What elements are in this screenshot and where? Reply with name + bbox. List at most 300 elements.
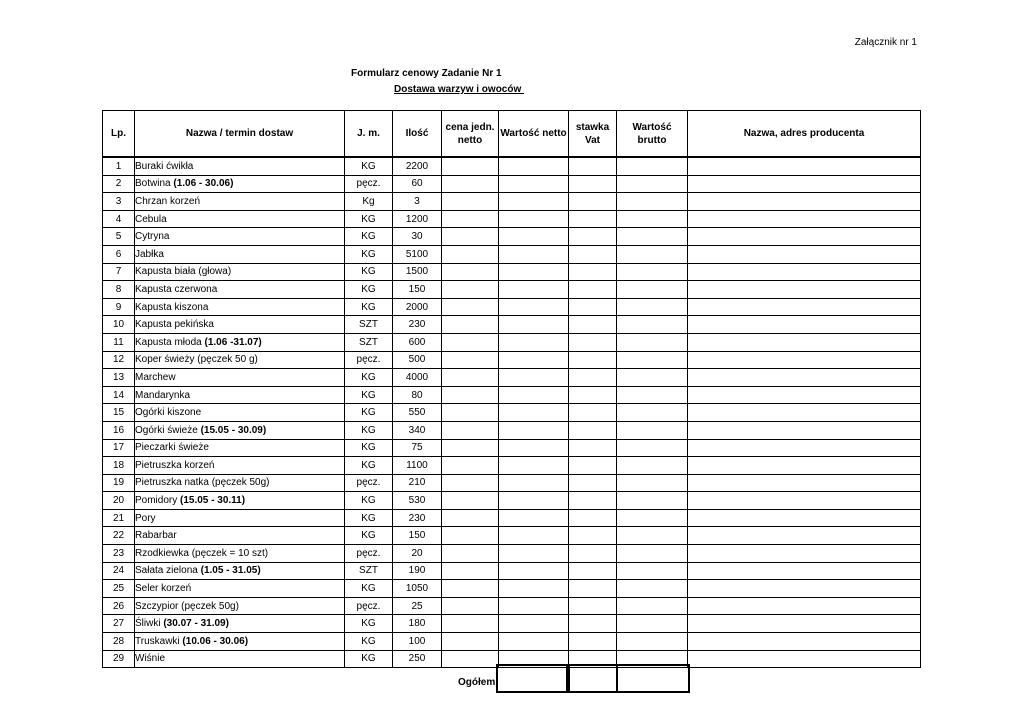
row-vat-cell[interactable] bbox=[569, 562, 617, 580]
row-name-text: Pomidory bbox=[135, 495, 181, 507]
row-gross-cell[interactable] bbox=[617, 545, 688, 563]
row-vat-cell[interactable] bbox=[569, 404, 617, 422]
row-net-value-cell[interactable] bbox=[499, 281, 569, 299]
row-vat-cell[interactable] bbox=[569, 263, 617, 281]
row-lp: 5 bbox=[103, 228, 135, 246]
row-vat-cell[interactable] bbox=[569, 298, 617, 316]
row-unit-price-cell[interactable] bbox=[442, 597, 499, 615]
row-gross-cell[interactable] bbox=[617, 633, 688, 651]
row-unit-price-cell[interactable] bbox=[442, 386, 499, 404]
table-row bbox=[103, 545, 921, 563]
row-net-value-cell[interactable] bbox=[499, 421, 569, 439]
row-delivery-term: (30.07 - 31.09) bbox=[163, 618, 229, 630]
row-producer-cell[interactable] bbox=[688, 439, 921, 457]
row-lp: 20 bbox=[103, 492, 135, 510]
row-lp: 29 bbox=[103, 650, 135, 668]
row-net-value-cell[interactable] bbox=[499, 615, 569, 633]
row-net-value-cell[interactable] bbox=[499, 263, 569, 281]
row-qty: 340 bbox=[393, 421, 442, 439]
row-unit: KG bbox=[345, 210, 393, 228]
row-net-value-cell[interactable] bbox=[499, 633, 569, 651]
row-name bbox=[135, 597, 345, 615]
row-unit-price-cell[interactable] bbox=[442, 245, 499, 263]
row-qty: 1100 bbox=[393, 457, 442, 475]
row-unit-price-cell[interactable] bbox=[442, 527, 499, 545]
row-name bbox=[135, 580, 345, 598]
row-lp: 12 bbox=[103, 351, 135, 369]
row-name-text: Pietruszka korzeń bbox=[135, 459, 215, 471]
row-lp: 22 bbox=[103, 527, 135, 545]
table-row bbox=[103, 157, 921, 175]
row-gross-cell[interactable] bbox=[617, 421, 688, 439]
row-vat-cell[interactable] bbox=[569, 245, 617, 263]
row-net-value-cell[interactable] bbox=[499, 474, 569, 492]
row-qty: 600 bbox=[393, 333, 442, 351]
row-lp: 9 bbox=[103, 298, 135, 316]
row-net-value-cell[interactable] bbox=[499, 404, 569, 422]
row-gross-cell[interactable] bbox=[617, 369, 688, 387]
row-name bbox=[135, 386, 345, 404]
row-unit: KG bbox=[345, 457, 393, 475]
row-name bbox=[135, 474, 345, 492]
row-unit-price-cell[interactable] bbox=[442, 351, 499, 369]
row-unit: KG bbox=[345, 404, 393, 422]
form-subtitle: Dostawa warzyw i owoców bbox=[394, 84, 525, 95]
row-vat-cell[interactable] bbox=[569, 474, 617, 492]
row-vat-cell[interactable] bbox=[569, 333, 617, 351]
row-producer-cell[interactable] bbox=[688, 421, 921, 439]
row-qty: 210 bbox=[393, 474, 442, 492]
row-name bbox=[135, 193, 345, 211]
row-lp: 28 bbox=[103, 633, 135, 651]
row-unit-price-cell[interactable] bbox=[442, 439, 499, 457]
row-name-text: Kapusta młoda bbox=[135, 336, 205, 348]
row-name-text: Szczypior (pęczek 50g) bbox=[135, 600, 239, 612]
row-unit-price-cell[interactable] bbox=[442, 580, 499, 598]
table-row bbox=[103, 228, 921, 246]
row-name bbox=[135, 439, 345, 457]
row-unit: KG bbox=[345, 492, 393, 510]
row-unit: Kg bbox=[345, 193, 393, 211]
row-unit-price-cell[interactable] bbox=[442, 509, 499, 527]
row-unit-price-cell[interactable] bbox=[442, 404, 499, 422]
row-net-value-cell[interactable] bbox=[499, 228, 569, 246]
row-name-text: Rzodkiewka (pęczek = 10 szt) bbox=[135, 547, 269, 559]
row-name-text: Pieczarki świeże bbox=[135, 442, 209, 454]
row-qty: 230 bbox=[393, 509, 442, 527]
row-gross-cell[interactable] bbox=[617, 210, 688, 228]
table-row bbox=[103, 492, 921, 510]
row-qty: 1050 bbox=[393, 580, 442, 598]
row-name-text: Ogórki kiszone bbox=[135, 407, 202, 419]
row-lp: 25 bbox=[103, 580, 135, 598]
row-unit: KG bbox=[345, 228, 393, 246]
row-name-text: Sałata zielona bbox=[135, 565, 201, 577]
row-net-value-cell[interactable] bbox=[499, 210, 569, 228]
row-gross-cell[interactable] bbox=[617, 492, 688, 510]
row-producer-cell[interactable] bbox=[688, 298, 921, 316]
row-unit-price-cell[interactable] bbox=[442, 633, 499, 651]
row-gross-cell[interactable] bbox=[617, 615, 688, 633]
col-header-vat bbox=[569, 111, 617, 158]
row-lp: 17 bbox=[103, 439, 135, 457]
row-name bbox=[135, 545, 345, 563]
table-row bbox=[103, 245, 921, 263]
row-lp: 26 bbox=[103, 597, 135, 615]
row-producer-cell[interactable] bbox=[688, 527, 921, 545]
row-lp: 11 bbox=[103, 333, 135, 351]
row-unit-price-cell[interactable] bbox=[442, 615, 499, 633]
row-unit-price-cell[interactable] bbox=[442, 474, 499, 492]
row-gross-cell[interactable] bbox=[617, 175, 688, 193]
row-qty: 2200 bbox=[393, 157, 442, 175]
row-lp: 2 bbox=[103, 175, 135, 193]
row-net-value-cell[interactable] bbox=[499, 175, 569, 193]
row-gross-cell[interactable] bbox=[617, 316, 688, 334]
table-header-row bbox=[103, 111, 921, 158]
row-vat-cell[interactable] bbox=[569, 439, 617, 457]
row-producer-cell[interactable] bbox=[688, 633, 921, 651]
row-gross-cell[interactable] bbox=[617, 474, 688, 492]
row-net-value-cell[interactable] bbox=[499, 527, 569, 545]
total-vat-cell[interactable] bbox=[566, 664, 618, 693]
table-row bbox=[103, 509, 921, 527]
table-row bbox=[103, 421, 921, 439]
row-unit-price-cell[interactable] bbox=[442, 210, 499, 228]
row-unit: KG bbox=[345, 509, 393, 527]
row-gross-cell[interactable] bbox=[617, 580, 688, 598]
col-header-lp: Lp. bbox=[103, 111, 135, 158]
table-row bbox=[103, 263, 921, 281]
row-vat-cell[interactable] bbox=[569, 228, 617, 246]
row-qty: 180 bbox=[393, 615, 442, 633]
row-unit: KG bbox=[345, 298, 393, 316]
row-lp: 7 bbox=[103, 263, 135, 281]
row-vat-cell[interactable] bbox=[569, 316, 617, 334]
row-gross-cell[interactable] bbox=[617, 333, 688, 351]
row-producer-cell[interactable] bbox=[688, 245, 921, 263]
row-producer-cell[interactable] bbox=[688, 509, 921, 527]
row-producer-cell[interactable] bbox=[688, 562, 921, 580]
row-lp: 10 bbox=[103, 316, 135, 334]
row-unit: KG bbox=[345, 157, 393, 175]
price-table bbox=[102, 110, 921, 668]
row-gross-cell[interactable] bbox=[617, 193, 688, 211]
row-name bbox=[135, 633, 345, 651]
row-unit-price-cell[interactable] bbox=[442, 193, 499, 211]
row-unit-price-cell[interactable] bbox=[442, 369, 499, 387]
row-vat-cell[interactable] bbox=[569, 633, 617, 651]
row-name bbox=[135, 175, 345, 193]
row-vat-cell[interactable] bbox=[569, 580, 617, 598]
row-unit: KG bbox=[345, 633, 393, 651]
row-producer-cell[interactable] bbox=[688, 615, 921, 633]
row-producer-cell[interactable] bbox=[688, 386, 921, 404]
row-unit-price-cell[interactable] bbox=[442, 333, 499, 351]
row-unit-price-cell[interactable] bbox=[442, 281, 499, 299]
row-name bbox=[135, 421, 345, 439]
row-qty: 530 bbox=[393, 492, 442, 510]
row-net-value-cell[interactable] bbox=[499, 193, 569, 211]
row-unit: pęcz. bbox=[345, 545, 393, 563]
row-net-value-cell[interactable] bbox=[499, 369, 569, 387]
row-qty: 3 bbox=[393, 193, 442, 211]
row-producer-cell[interactable] bbox=[688, 157, 921, 175]
row-vat-cell[interactable] bbox=[569, 421, 617, 439]
col-header-producer: Nazwa, adres producenta bbox=[688, 111, 921, 158]
row-delivery-term: (15.05 - 30.09) bbox=[200, 424, 267, 436]
row-unit-price-cell[interactable] bbox=[442, 562, 499, 580]
row-lp: 18 bbox=[103, 457, 135, 475]
row-name bbox=[135, 562, 345, 580]
row-unit-price-cell[interactable] bbox=[442, 492, 499, 510]
row-producer-cell[interactable] bbox=[688, 580, 921, 598]
row-net-value-cell[interactable] bbox=[499, 562, 569, 580]
row-net-value-cell[interactable] bbox=[499, 333, 569, 351]
col-header-net-value: Wartość netto bbox=[499, 111, 569, 158]
row-producer-cell[interactable] bbox=[688, 193, 921, 211]
row-lp: 24 bbox=[103, 562, 135, 580]
row-unit: KG bbox=[345, 386, 393, 404]
row-unit-price-cell[interactable] bbox=[442, 228, 499, 246]
row-unit-price-cell[interactable] bbox=[442, 157, 499, 175]
table-row bbox=[103, 457, 921, 475]
table-row bbox=[103, 562, 921, 580]
row-qty: 1500 bbox=[393, 263, 442, 281]
row-net-value-cell[interactable] bbox=[499, 509, 569, 527]
row-gross-cell[interactable] bbox=[617, 562, 688, 580]
table-row bbox=[103, 316, 921, 334]
row-name bbox=[135, 333, 345, 351]
row-producer-cell[interactable] bbox=[688, 545, 921, 563]
row-unit-price-cell[interactable] bbox=[442, 457, 499, 475]
row-name-text: Kapusta czerwona bbox=[135, 283, 218, 295]
row-name-text: Śliwki bbox=[135, 618, 164, 630]
table-row bbox=[103, 351, 921, 369]
row-qty: 80 bbox=[393, 386, 442, 404]
row-unit: SZT bbox=[345, 333, 393, 351]
table-row bbox=[103, 386, 921, 404]
row-name bbox=[135, 527, 345, 545]
row-vat-cell[interactable] bbox=[569, 615, 617, 633]
row-name bbox=[135, 492, 345, 510]
row-lp: 19 bbox=[103, 474, 135, 492]
row-unit-price-cell[interactable] bbox=[442, 298, 499, 316]
row-name-text: Rabarbar bbox=[135, 530, 177, 542]
row-name-text: Truskawki bbox=[135, 635, 183, 647]
row-producer-cell[interactable] bbox=[688, 597, 921, 615]
table-row bbox=[103, 439, 921, 457]
row-producer-cell[interactable] bbox=[688, 369, 921, 387]
row-unit: KG bbox=[345, 421, 393, 439]
row-name-text: Jabłka bbox=[135, 248, 164, 260]
col-header-unit: J. m. bbox=[345, 111, 393, 158]
row-producer-cell[interactable] bbox=[688, 281, 921, 299]
row-vat-cell[interactable] bbox=[569, 351, 617, 369]
row-unit: KG bbox=[345, 281, 393, 299]
row-net-value-cell[interactable] bbox=[499, 298, 569, 316]
row-unit: pęcz. bbox=[345, 351, 393, 369]
row-gross-cell[interactable] bbox=[617, 157, 688, 175]
row-gross-cell[interactable] bbox=[617, 351, 688, 369]
row-name-text: Kapusta pekińska bbox=[135, 319, 214, 331]
row-gross-cell[interactable] bbox=[617, 263, 688, 281]
row-lp: 8 bbox=[103, 281, 135, 299]
row-qty: 60 bbox=[393, 175, 442, 193]
row-qty: 230 bbox=[393, 316, 442, 334]
row-unit: SZT bbox=[345, 562, 393, 580]
row-name-text: Cebula bbox=[135, 213, 167, 225]
row-name-text: Koper świeży (pęczek 50 g) bbox=[135, 354, 258, 366]
row-vat-cell[interactable] bbox=[569, 509, 617, 527]
row-qty: 2000 bbox=[393, 298, 442, 316]
row-name bbox=[135, 316, 345, 334]
row-gross-cell[interactable] bbox=[617, 527, 688, 545]
row-vat-cell[interactable] bbox=[569, 369, 617, 387]
row-unit: pęcz. bbox=[345, 597, 393, 615]
row-name bbox=[135, 210, 345, 228]
row-gross-cell[interactable] bbox=[617, 457, 688, 475]
row-unit-price-cell[interactable] bbox=[442, 263, 499, 281]
row-net-value-cell[interactable] bbox=[499, 580, 569, 598]
row-vat-cell[interactable] bbox=[569, 386, 617, 404]
col-header-gross bbox=[617, 111, 688, 158]
row-net-value-cell[interactable] bbox=[499, 439, 569, 457]
gross-line1: Wartość bbox=[632, 121, 672, 133]
row-vat-cell[interactable] bbox=[569, 545, 617, 563]
row-producer-cell[interactable] bbox=[688, 175, 921, 193]
row-producer-cell[interactable] bbox=[688, 316, 921, 334]
total-net-value-cell[interactable] bbox=[496, 664, 570, 693]
row-unit-price-cell[interactable] bbox=[442, 175, 499, 193]
row-name bbox=[135, 298, 345, 316]
row-delivery-term: (10.06 - 30.06) bbox=[182, 635, 249, 647]
row-gross-cell[interactable] bbox=[617, 281, 688, 299]
row-name-text: Buraki ćwikła bbox=[135, 160, 194, 172]
row-delivery-term: (1.05 - 31.05) bbox=[200, 565, 261, 577]
row-name bbox=[135, 263, 345, 281]
annex-label: Załącznik nr 1 bbox=[854, 37, 917, 48]
row-qty: 150 bbox=[393, 281, 442, 299]
row-qty: 150 bbox=[393, 527, 442, 545]
row-gross-cell[interactable] bbox=[617, 245, 688, 263]
row-delivery-term: (15.05 - 30.11) bbox=[180, 495, 246, 507]
row-vat-cell[interactable] bbox=[569, 175, 617, 193]
row-unit-price-cell[interactable] bbox=[442, 545, 499, 563]
row-unit: KG bbox=[345, 369, 393, 387]
row-net-value-cell[interactable] bbox=[499, 457, 569, 475]
row-name-text: Kapusta kiszona bbox=[135, 301, 209, 313]
row-name-text: Pory bbox=[135, 512, 156, 524]
row-gross-cell[interactable] bbox=[617, 228, 688, 246]
row-lp: 4 bbox=[103, 210, 135, 228]
total-gross-cell[interactable] bbox=[616, 664, 690, 693]
row-name-text: Pietruszka natka (pęczek 50g) bbox=[135, 477, 270, 489]
row-net-value-cell[interactable] bbox=[499, 597, 569, 615]
row-net-value-cell[interactable] bbox=[499, 316, 569, 334]
row-gross-cell[interactable] bbox=[617, 298, 688, 316]
row-producer-cell[interactable] bbox=[688, 210, 921, 228]
row-net-value-cell[interactable] bbox=[499, 245, 569, 263]
row-name bbox=[135, 369, 345, 387]
row-lp: 6 bbox=[103, 245, 135, 263]
row-producer-cell[interactable] bbox=[688, 333, 921, 351]
row-gross-cell[interactable] bbox=[617, 509, 688, 527]
row-delivery-term: (1.06 - 30.06) bbox=[173, 178, 234, 190]
row-producer-cell[interactable] bbox=[688, 351, 921, 369]
row-vat-cell[interactable] bbox=[569, 210, 617, 228]
table-row bbox=[103, 474, 921, 492]
row-name-text: Seler korzeń bbox=[135, 583, 192, 595]
row-vat-cell[interactable] bbox=[569, 597, 617, 615]
row-producer-cell[interactable] bbox=[688, 404, 921, 422]
total-row bbox=[0, 664, 1024, 691]
vat-line2: Vat bbox=[584, 134, 600, 146]
row-producer-cell[interactable] bbox=[688, 492, 921, 510]
form-title: Formularz cenowy Zadanie Nr 1 bbox=[351, 68, 502, 79]
row-name-text: Ogórki świeże bbox=[135, 424, 201, 436]
row-net-value-cell[interactable] bbox=[499, 157, 569, 175]
row-name-text: Chrzan korzeń bbox=[135, 195, 201, 207]
table-row bbox=[103, 193, 921, 211]
row-lp: 23 bbox=[103, 545, 135, 563]
row-gross-cell[interactable] bbox=[617, 404, 688, 422]
row-lp: 15 bbox=[103, 404, 135, 422]
row-net-value-cell[interactable] bbox=[499, 545, 569, 563]
row-producer-cell[interactable] bbox=[688, 457, 921, 475]
row-net-value-cell[interactable] bbox=[499, 351, 569, 369]
row-delivery-term: (1.06 -31.07) bbox=[204, 336, 262, 348]
row-vat-cell[interactable] bbox=[569, 457, 617, 475]
row-qty: 550 bbox=[393, 404, 442, 422]
row-name bbox=[135, 228, 345, 246]
row-name-text: Cytryna bbox=[135, 231, 170, 243]
row-vat-cell[interactable] bbox=[569, 193, 617, 211]
row-gross-cell[interactable] bbox=[617, 597, 688, 615]
row-unit: KG bbox=[345, 439, 393, 457]
row-vat-cell[interactable] bbox=[569, 492, 617, 510]
row-qty: 500 bbox=[393, 351, 442, 369]
table-row bbox=[103, 527, 921, 545]
row-vat-cell[interactable] bbox=[569, 157, 617, 175]
row-unit-price-cell[interactable] bbox=[442, 421, 499, 439]
unit-price-line1: cena jedn. bbox=[445, 121, 495, 133]
row-lp: 13 bbox=[103, 369, 135, 387]
row-producer-cell[interactable] bbox=[688, 474, 921, 492]
row-name bbox=[135, 615, 345, 633]
row-qty: 75 bbox=[393, 439, 442, 457]
row-name-text: Botwina bbox=[135, 178, 174, 190]
row-name bbox=[135, 509, 345, 527]
row-qty: 5100 bbox=[393, 245, 442, 263]
row-gross-cell[interactable] bbox=[617, 439, 688, 457]
row-name bbox=[135, 404, 345, 422]
row-gross-cell[interactable] bbox=[617, 386, 688, 404]
row-name-text: Wiśnie bbox=[135, 653, 166, 665]
row-vat-cell[interactable] bbox=[569, 281, 617, 299]
row-qty: 4000 bbox=[393, 369, 442, 387]
row-net-value-cell[interactable] bbox=[499, 492, 569, 510]
row-producer-cell[interactable] bbox=[688, 228, 921, 246]
row-unit-price-cell[interactable] bbox=[442, 316, 499, 334]
row-producer-cell[interactable] bbox=[688, 263, 921, 281]
row-name bbox=[135, 245, 345, 263]
row-unit: KG bbox=[345, 615, 393, 633]
row-name bbox=[135, 157, 345, 175]
table-row bbox=[103, 404, 921, 422]
row-vat-cell[interactable] bbox=[569, 527, 617, 545]
row-net-value-cell[interactable] bbox=[499, 386, 569, 404]
